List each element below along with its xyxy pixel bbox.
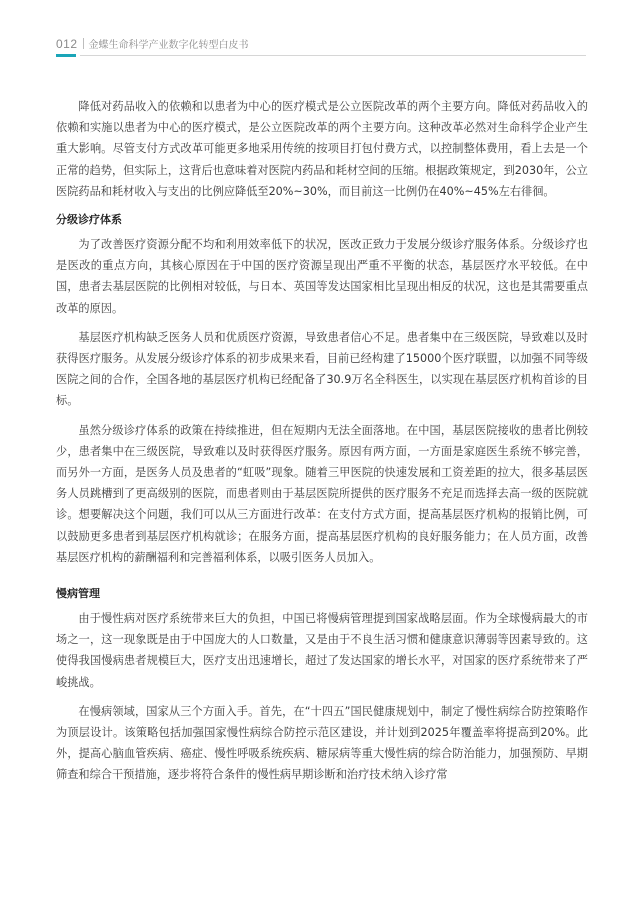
paragraph-tiered-care-intro: 为了改善医疗资源分配不均和利用效率低下的状况，医改正致力于发展分级诊疗服务体系。分级诊疗也是医改的重点方向，其核心原因在于中国的医疗资源呈现出严重不平衡的状态，基层医疗水平较低。在中国，患者去基层医院的比例相对较低，与日本、英国等发达国家相比呈现出相反的状况，这也是其需要重点改革的原因。	[56, 238, 588, 315]
header-separator	[83, 38, 84, 49]
paragraph-primary-care-resources: 基层医疗机构缺乏医务人员和优质医疗资源，导致患者信心不足。患者集中在三级医院，导致难以及时获得医疗服务。从发展分级诊疗体系的初步成果来看，目前已经构建了15000个医疗联盟，以加强不同等级医院之间的合作，全国各地的基层医疗机构已经配备了30.9万名全科医生，以实现在基层医疗机构首诊的目标。	[56, 330, 588, 408]
paragraph-tiered-care-challenges: 虽然分级诊疗体系的政策在持续推进，但在短期内无法全面落地。在中国，基层医院接收的患者比例较少，患者集中在三级医院，导致难以及时获得医疗服务。原因有两方面，一方面是家庭医生系统不够完善，而另外一方面，是医务人员及患者的“虹吸”现象。随着三甲医院的快速发展和工资差距的拉大，很多基层医务人员跳槽到了更高级别的医院，而患者则由于基层医院所提供的医疗服务不充足而选择去高一级的医院就诊。想要解决这个问题，我们可以从三方面进行改革：在支付方式方面，提高基层医疗机构的报销比例，可以鼓励更多患者到基层医疗机构就诊；在服务方面，提高基层医疗机构的良好服务能力；在人员方面，改善基层医疗机构的薪酬福利和完善福利体系，以吸引医务人员加入。	[56, 423, 588, 564]
paragraph-chronic-burden: 由于慢性病对医疗系统带来巨大的负担，中国已将慢病管理提到国家战略层面。作为全球慢病最大的市场之一，这一现象既是由于中国庞大的人口数量，又是由于不良生活习惯和健康意识薄弱等因素导致的。这使得我国慢病患者规模巨大，医疗支出迅速增长，超过了发达国家的增长水平，对国家的医疗系统带来了严峻挑战。	[56, 612, 588, 689]
section-heading-chronic-disease: 慢病管理	[56, 587, 100, 601]
page-body	[56, 96, 588, 794]
document-title: 金蝶生命科学产业数字化转型白皮书	[88, 40, 249, 51]
running-header	[56, 36, 249, 51]
paragraph-chronic-policy: 在慢病领域，国家从三个方面入手。首先，在“十四五”国民健康规划中，制定了慢性病综合防控策略作为顶层设计。该策略包括加强国家慢性病综合防控示范区建设，并计划到2025年覆盖率将提高到20%。此外，提高心脑血管疾病、癌症、慢性呼吸系统疾病、糖尿病等重大慢性病的综合防治能力，加强预防、早期筛查和综合干预措施，逐步将符合条件的慢性病早期诊断和治疗技术纳入诊疗常	[56, 704, 588, 782]
header-accent-rule	[56, 54, 76, 57]
header-divider	[80, 55, 586, 56]
section-heading-tiered-care: 分级诊疗体系	[56, 213, 122, 227]
paragraph-drug-revenue: 降低对药品收入的依赖和以患者为中心的医疗模式是公立医院改革的两个主要方向。降低对药品收入的依赖和实施以患者为中心的医疗模式，是公立医院改革的两个主要方向。这种改革必然对生命科学企业产生重大影响。尽管支付方式改革可能更多地采用传统的按项目打包付费方式，以控制整体费用，看上去是一个正常的趋势，但实际上，这背后也意味着对医院内药品和耗材空间的压缩。根据政策规定，到2030年，公立医院药品和耗材收入与支出的比例应降低至20%~30%，而目前这一比例仍在40%~45%左右徘徊。	[56, 100, 588, 198]
page-number: 012	[56, 37, 78, 51]
